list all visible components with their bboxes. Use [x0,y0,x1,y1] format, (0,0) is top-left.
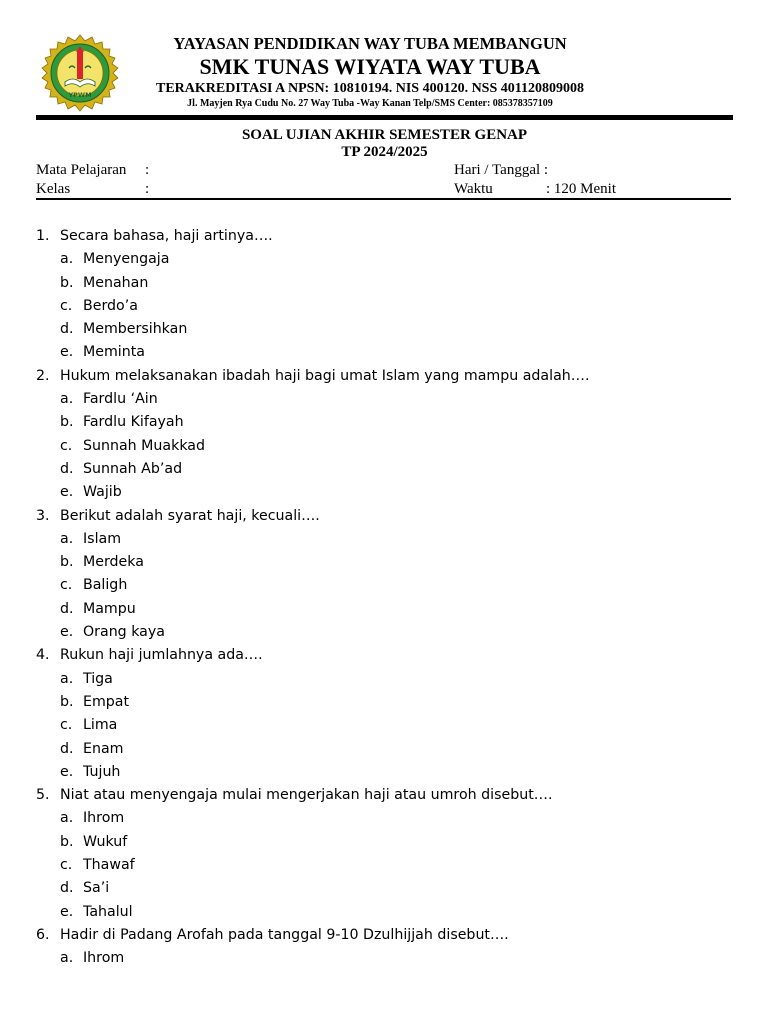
option-3e [36,622,736,645]
option-text: Thawaf [83,857,135,874]
option-letter: b. [60,693,74,710]
option-text: Meminta [83,344,145,361]
option-letter: e. [60,763,74,780]
option-text: Ihrom [83,810,125,827]
option-4e [36,762,736,785]
option-text: Lima [83,717,118,734]
option-letter: d. [60,600,74,617]
option-letter: d. [60,880,74,897]
exam-title: SOAL UJIAN AKHIR SEMESTER GENAP [241,127,528,143]
option-letter: d. [60,460,74,477]
option-text: Berdo’a [83,297,138,314]
option-2e [36,482,736,505]
option-2d [36,459,736,482]
option-5c [36,855,736,878]
option-letter: a. [60,530,74,547]
option-text: Ihrom [83,950,125,967]
question-number: 4. [36,647,50,664]
option-text: Baligh [83,577,128,594]
option-2a [36,389,736,412]
question-2 [36,366,736,389]
option-4a [36,669,736,692]
option-text: Wajib [83,484,122,501]
option-text: Empat [83,693,130,710]
school-address: Jl. Mayjen Rya Cudu No. 27 Way Tuba -Way Kanan Telp/SMS Center: 085378357109 [187,98,553,109]
school-header [120,34,620,110]
question-number: 6. [36,926,50,943]
option-text: Tujuh [83,763,121,780]
logo-text: YPWM [68,91,92,99]
option-letter: e. [60,484,74,501]
option-letter: c. [60,577,73,594]
info-divider [36,198,731,200]
option-1b [36,273,736,296]
option-letter: d. [60,321,74,338]
question-number: 2. [36,367,50,384]
time-label: Waktu [454,181,493,197]
option-1e [36,342,736,365]
option-3b [36,552,736,575]
school-name: SMK TUNAS WIYATA WAY TUBA [199,54,541,79]
option-4b [36,692,736,715]
option-text: Sunnah Muakkad [83,437,205,454]
question-4 [36,645,736,668]
option-letter: a. [60,670,74,687]
option-4c [36,715,736,738]
class-value: : [145,181,150,197]
subject-value: : [145,162,150,178]
question-6 [36,925,736,948]
option-letter: a. [60,810,74,827]
option-3c [36,575,736,598]
option-3a [36,529,736,552]
question-list [36,226,736,972]
question-text: Hadir di Padang Arofah pada tanggal 9-10 Dzulhijjah disebut…. [60,926,509,943]
header-divider [36,115,733,120]
option-letter: c. [60,857,73,874]
accreditation-line: TERAKREDITASI A NPSN: 10810194. NIS 400120. NSS 401120809008 [156,81,584,96]
time-value: : 120 Menit [546,181,616,197]
option-letter: c. [60,437,73,454]
option-text: Menyengaja [83,251,170,268]
question-text: Secara bahasa, haji artinya…. [60,228,273,244]
option-letter: a. [60,391,74,408]
option-text: Fardlu Kifayah [83,414,184,431]
option-text: Merdeka [83,554,144,571]
day-date-label: Hari / Tanggal : [454,162,549,178]
option-letter: a. [60,950,74,967]
option-1d [36,319,736,342]
option-text: Menahan [83,274,149,291]
question-text: Hukum melaksanakan ibadah haji bagi umat Islam yang mampu adalah…. [60,367,590,384]
option-letter: e. [60,624,74,641]
foundation-name: YAYASAN PENDIDIKAN WAY TUBA MEMBANGUN [173,34,567,53]
option-6a [36,948,736,971]
option-text: Islam [83,530,122,547]
option-5e [36,902,736,925]
option-letter: c. [60,717,73,734]
question-text: Niat atau menyengaja mulai mengerjakan haji atau umroh disebut…. [60,787,553,804]
option-text: Enam [83,740,124,757]
option-3d [36,599,736,622]
option-letter: e. [60,903,74,920]
question-5 [36,785,736,808]
option-letter: b. [60,274,74,291]
option-1a [36,249,736,272]
option-letter: c. [60,297,73,314]
option-text: Membersihkan [83,321,188,338]
question-number: 3. [36,507,50,524]
option-letter: b. [60,414,74,431]
letterhead [0,0,768,122]
option-1c [36,296,736,319]
subject-label: Mata Pelajaran [36,162,127,178]
option-4d [36,739,736,762]
exam-period: TP 2024/2025 [341,144,428,160]
option-text: Orang kaya [83,624,165,641]
option-2b [36,412,736,435]
option-letter: e. [60,344,74,361]
option-text: Sunnah Ab’ad [83,460,183,477]
question-number: 5. [36,787,50,804]
option-text: Mampu [83,600,136,617]
question-1 [36,226,736,249]
option-text: Fardlu ‘Ain [83,391,158,408]
option-letter: b. [60,833,74,850]
school-logo [40,34,120,112]
option-text: Tahalul [83,903,133,920]
option-2c [36,436,736,459]
option-letter: a. [60,251,74,268]
option-letter: d. [60,740,74,757]
option-5b [36,832,736,855]
option-text: Sa’i [83,880,110,897]
option-text: Tiga [83,670,113,687]
question-text: Berikut adalah syarat haji, kecuali…. [60,507,320,524]
class-label: Kelas [36,181,71,197]
question-text: Rukun haji jumlahnya ada…. [60,647,263,664]
question-number: 1. [36,228,50,244]
question-3 [36,506,736,529]
option-5a [36,808,736,831]
option-text: Wukuf [83,833,128,850]
option-5d [36,878,736,901]
option-letter: b. [60,554,74,571]
